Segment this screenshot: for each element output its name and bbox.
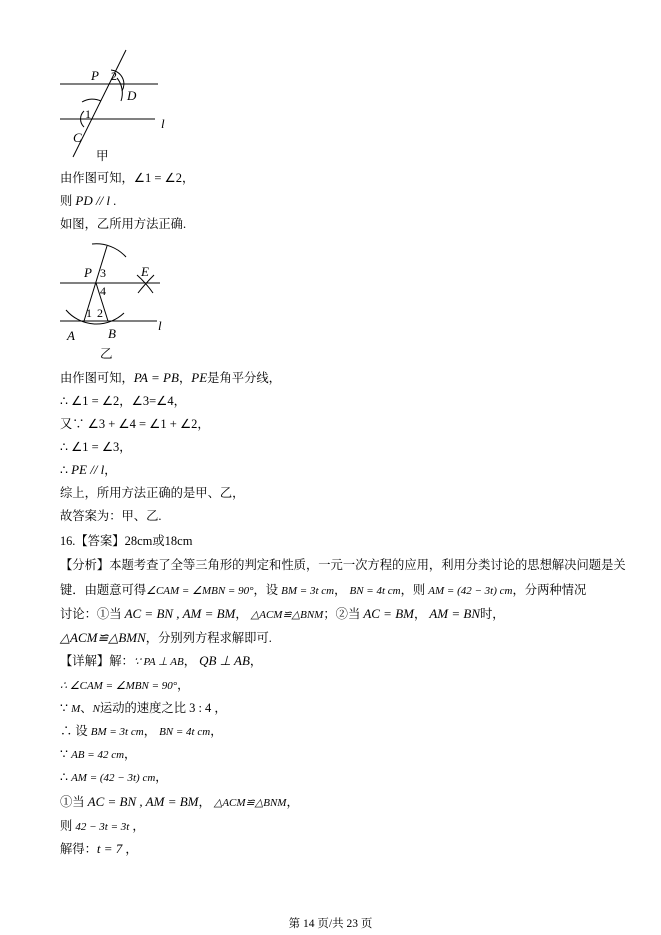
figure-caption: 甲 — [96, 149, 109, 163]
construction-arc — [117, 78, 122, 101]
proof-line — [60, 393, 186, 409]
point-label-p: P — [84, 265, 92, 280]
text-segment: ， — [183, 654, 200, 668]
construction-arc — [66, 310, 124, 324]
point-label-a: A — [67, 328, 75, 343]
text-segment: ， — [413, 607, 430, 621]
text-segment: ， — [211, 701, 227, 715]
text-segment: 则 — [60, 819, 76, 833]
math-expression: PE // l — [71, 462, 105, 477]
text-segment: ；②当 — [323, 607, 364, 621]
text-segment: . — [110, 194, 117, 208]
point-label-p: P — [91, 68, 99, 83]
math-expression: 18cm — [164, 534, 193, 548]
page-footer — [0, 917, 661, 931]
figure-jia — [50, 40, 180, 170]
point-label-b: B — [108, 326, 116, 341]
proof-line — [60, 508, 161, 524]
text-segment: ，分别列方程求解即可. — [145, 631, 272, 645]
proof-line — [60, 462, 117, 478]
math-expression: 42 − 3t = 3t — [75, 821, 130, 833]
point-label-e: E — [141, 264, 149, 279]
detail-line — [60, 818, 145, 834]
proof-line — [60, 193, 116, 209]
text-segment: ， — [129, 819, 145, 833]
math-expression: PD // l — [75, 193, 111, 208]
text-segment: ， — [249, 654, 263, 668]
text-segment: ， — [177, 678, 190, 692]
answer-heading: 16.【答案】 — [60, 534, 125, 548]
text-segment: 【详解】解： — [60, 654, 134, 668]
text-segment: ∵ — [60, 747, 72, 761]
detail-line — [60, 723, 223, 739]
text-segment: ， — [143, 724, 160, 738]
text-segment: 综上，所用方法正确的是甲、乙， — [60, 486, 245, 500]
detail-line — [60, 841, 138, 857]
math-expression: M — [71, 703, 81, 715]
math-expression: 28cm — [124, 534, 153, 548]
page-indicator: 第 14 页/共 23 页 — [288, 918, 373, 930]
text-segment: ， — [182, 171, 195, 185]
text-segment: ， — [173, 394, 186, 408]
text-segment: 则 — [60, 194, 76, 208]
point-label-c: C — [73, 130, 82, 145]
text-segment: 如图，乙所用方法正确. — [60, 217, 187, 231]
analysis-line — [60, 557, 626, 573]
proof-line — [60, 170, 194, 186]
text-segment: ， — [119, 440, 132, 454]
detail-line — [60, 700, 227, 716]
math-expression: BN = 4t cm — [349, 585, 401, 597]
math-expression: 3 : 4 — [189, 701, 212, 715]
text-segment: ∴ — [60, 440, 72, 454]
answer-line — [60, 533, 192, 549]
math-expression: ∵ PA ⊥ AB — [133, 656, 184, 668]
math-expression: BN = 4t cm — [159, 726, 211, 738]
math-expression: N — [92, 703, 100, 715]
figure-yi — [50, 232, 180, 366]
text-segment: 、 — [80, 701, 93, 715]
math-expression: t = 7 — [96, 841, 123, 856]
text-segment: ， — [198, 795, 214, 809]
text-segment: 故答案为：甲、乙. — [60, 509, 162, 523]
text-segment: ，设 — [253, 583, 282, 597]
detail-line — [60, 653, 262, 669]
text-segment: 运动的速度之比 — [99, 701, 190, 715]
math-expression: △ACM≌△BMN — [60, 630, 146, 645]
text-segment: ∴ — [60, 463, 72, 477]
text-segment: ， — [235, 607, 251, 621]
math-expression: AB = 42 cm — [71, 749, 125, 761]
math-expression: △ACM≌△BNM — [250, 609, 324, 621]
text-segment: ， — [104, 463, 117, 477]
text-segment: ， — [155, 770, 168, 784]
math-expression: ∠3 + ∠4 = ∠1 + ∠2 — [87, 417, 198, 431]
math-expression: △ACM≌△BNM — [213, 797, 287, 809]
text-segment: ∴ 设 — [60, 724, 91, 738]
text-segment: ，分两种情况 — [512, 583, 587, 597]
math-expression: AC = BN , AM = BM — [124, 606, 236, 621]
math-expression: AC = BM — [363, 606, 414, 621]
text-segment: ， — [124, 747, 137, 761]
math-expression: QB ⊥ AB — [199, 653, 250, 668]
math-expression: AC = BN , AM = BM — [87, 794, 199, 809]
angle-label-2: 2 — [111, 69, 117, 83]
math-expression: AM = (42 − 3t) cm — [428, 585, 513, 597]
proof-line — [60, 416, 210, 432]
line-label-l: l — [158, 318, 162, 333]
text-segment: ， — [122, 842, 138, 856]
math-expression: ∠1 = ∠3 — [71, 440, 120, 454]
proof-line — [60, 216, 186, 232]
text-segment: ， — [334, 583, 350, 597]
proof-line — [60, 370, 281, 386]
math-expression: BM = 3t cm — [281, 585, 335, 597]
text-segment: ， — [119, 394, 132, 408]
angle-label-2: 2 — [97, 306, 103, 320]
math-expression: AM = BN — [429, 606, 480, 621]
text-segment: 又∵ — [60, 417, 88, 431]
text-segment: 解得： — [60, 842, 97, 856]
text-segment: 时， — [480, 607, 505, 621]
construction-arc — [82, 99, 101, 102]
angle-label-3: 3 — [100, 266, 106, 280]
detail-line — [60, 677, 189, 693]
math-expression: PA = PB — [133, 370, 179, 385]
math-expression: BM = 3t cm — [90, 726, 144, 738]
math-expression: ∠CAM = ∠MBN = 90° — [146, 585, 254, 597]
point-label-d: D — [127, 88, 137, 103]
math-expression: ∠1 = ∠2 — [133, 171, 183, 185]
text-segment: 【分析】本题考查了全等三角形的判定和性质，一元一次方程的应用，利用分类讨论的思想解决问题是关 — [60, 558, 626, 572]
math-expression: ∠1 = ∠2 — [71, 394, 120, 408]
text-segment: ∴ — [60, 770, 72, 784]
text-segment: 是角平分线， — [207, 371, 281, 385]
text-segment: ， — [197, 417, 210, 431]
analysis-line — [60, 606, 505, 622]
proof-line — [60, 439, 132, 455]
text-segment: ， — [178, 371, 192, 385]
analysis-line — [60, 582, 586, 598]
text-segment: ， — [286, 795, 299, 809]
analysis-line — [60, 630, 272, 646]
math-expression: AM = (42 − 3t) cm — [71, 772, 156, 784]
text-segment: ∵ — [60, 701, 72, 715]
detail-line — [60, 769, 168, 785]
angle-label-1: 1 — [85, 107, 91, 121]
text-segment: 或 — [152, 534, 165, 548]
text-segment: ， — [210, 724, 223, 738]
construction-arc — [92, 244, 126, 257]
text-segment: 由作图可知， — [60, 171, 134, 185]
text-segment: ①当 — [60, 795, 88, 809]
text-segment: 讨论：①当 — [60, 607, 125, 621]
math-expression: PE — [191, 370, 208, 385]
detail-line — [60, 794, 299, 810]
text-segment: 由作图可知， — [60, 371, 134, 385]
angle-label-1: 1 — [86, 306, 92, 320]
text-segment: ∴ — [60, 394, 72, 408]
detail-line — [60, 746, 136, 762]
math-expression: ∴ ∠CAM = ∠MBN = 90° — [60, 680, 178, 692]
proof-line — [60, 485, 244, 501]
angle-label-4: 4 — [100, 284, 106, 298]
figure-caption: 乙 — [100, 347, 113, 361]
text-segment: 键．由题意可得 — [60, 583, 147, 597]
math-expression: ∠3=∠4 — [131, 394, 174, 408]
line-label-l: l — [161, 116, 165, 131]
text-segment: ，则 — [400, 583, 429, 597]
